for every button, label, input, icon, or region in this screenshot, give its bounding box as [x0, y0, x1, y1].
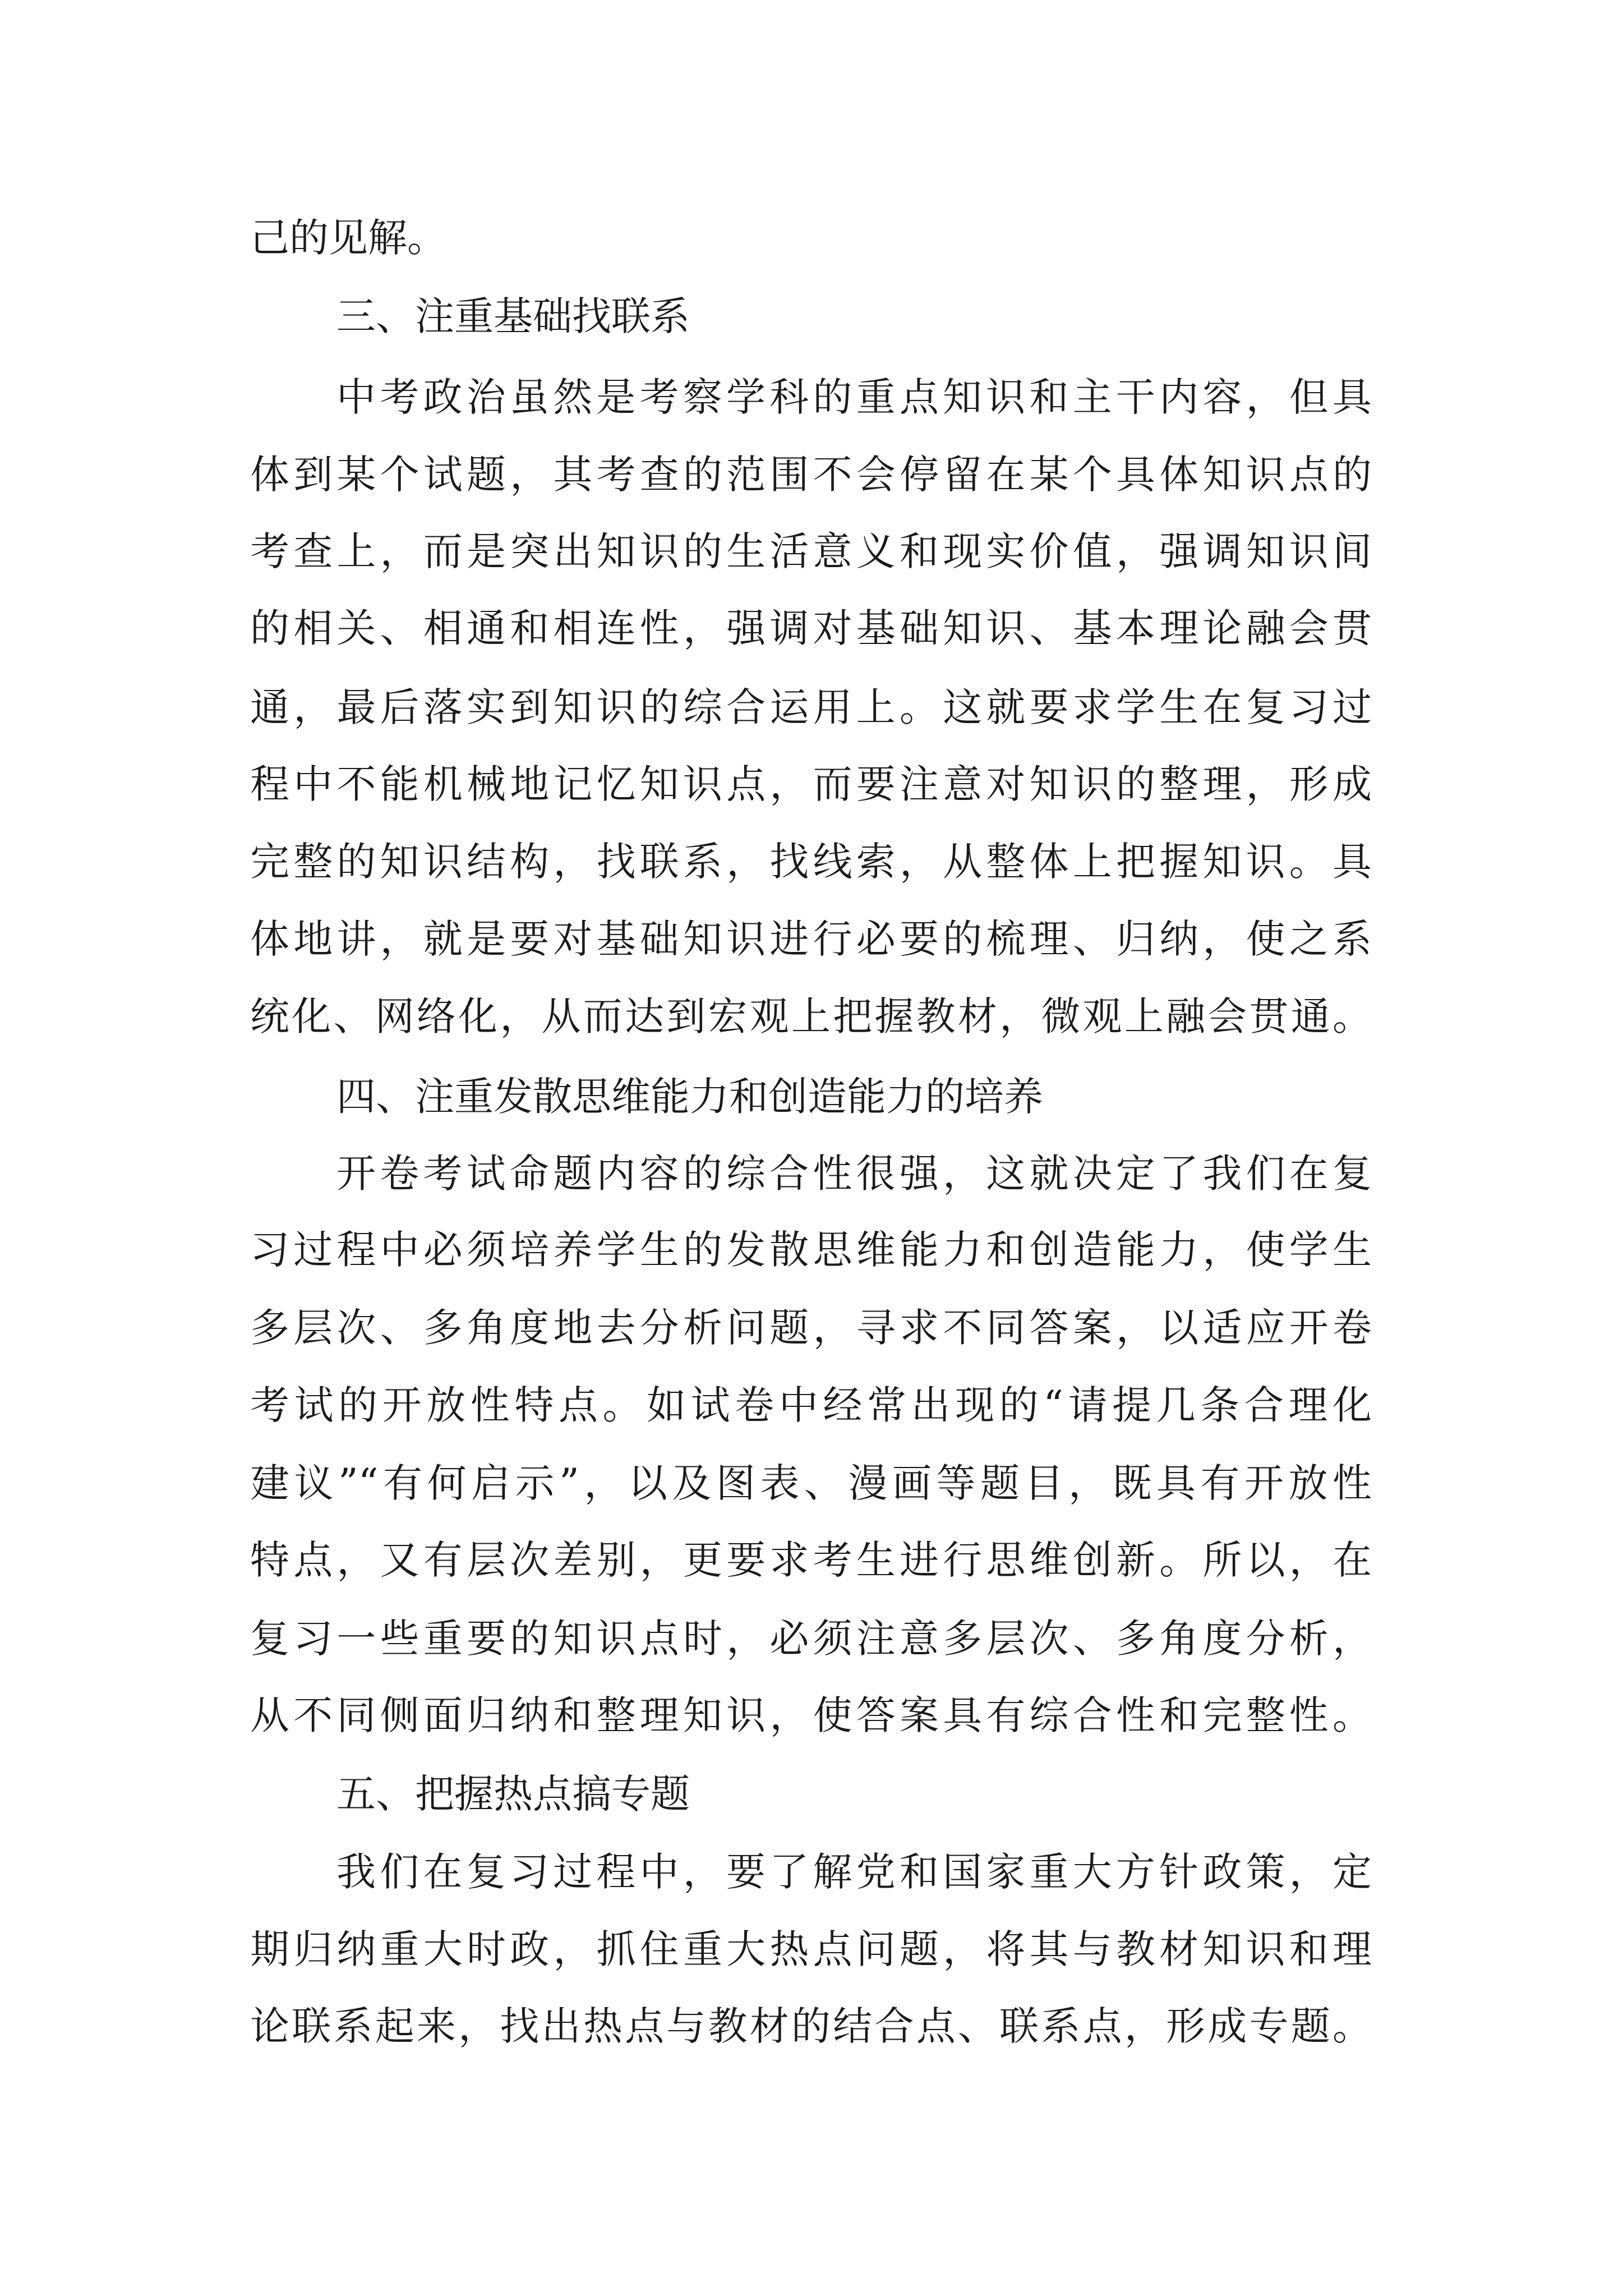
paragraph-line: 完整的知识结构，找联系，找线索，从整体上把握知识。具	[250, 839, 1372, 885]
paragraph-line: 体地讲，就是要对基础知识进行必要的梳理、归纳，使之系	[250, 916, 1372, 962]
paragraph-line: 考查上，而是突出知识的生活意义和现实价值，强调知识间	[250, 528, 1372, 574]
paragraph-line: 特点，又有层次差别，更要求考生进行思维创新。所以，在	[250, 1537, 1372, 1583]
paragraph-line: 程中不能机械地记忆知识点，而要注意对知识的整理，形成	[250, 761, 1372, 807]
paragraph-line: 开卷考试命题内容的综合性很强，这就决定了我们在复	[336, 1151, 1372, 1197]
paragraph-end-line: 己的见解。	[250, 215, 446, 261]
paragraph-line: 考试的开放性特点。如试卷中经常出现的“请提几条合理化	[250, 1382, 1372, 1428]
paragraph-line: 建议”“有何启示”，以及图表、漫画等题目，既具有开放性	[250, 1460, 1372, 1506]
paragraph-line: 体到某个试题，其考查的范围不会停留在某个具体知识点的	[250, 452, 1372, 498]
paragraph-line: 期归纳重大时政，抓住重大热点问题，将其与教材知识和理	[250, 1926, 1372, 1972]
paragraph-line: 我们在复习过程中，要了解党和国家重大方针政策，定	[336, 1849, 1372, 1895]
paragraph-line: 的相关、相通和相连性，强调对基础知识、基本理论融会贯	[250, 605, 1372, 651]
paragraph-line: 统化、网络化，从而达到宏观上把握教材，微观上融会贯通。	[250, 993, 1372, 1039]
paragraph-line: 通，最后落实到知识的综合运用上。这就要求学生在复习过	[250, 684, 1372, 730]
paragraph-line: 习过程中必须培养学生的发散思维能力和创造能力，使学生	[250, 1227, 1372, 1273]
section-heading-4: 四、注重发散思维能力和创造能力的培养	[336, 1074, 1043, 1120]
paragraph-line: 复习一些重要的知识点时，必须注意多层次、多角度分析，	[250, 1616, 1372, 1662]
section-heading-5: 五、把握热点搞专题	[336, 1771, 690, 1817]
paragraph-line: 中考政治虽然是考察学科的重点知识和主干内容，但具	[336, 374, 1372, 420]
paragraph-line: 从不同侧面归纳和整理知识，使答案具有综合性和完整性。	[250, 1692, 1372, 1738]
paragraph-line: 论联系起来，找出热点与教材的结合点、联系点，形成专题。	[250, 2003, 1372, 2049]
paragraph-line: 多层次、多角度地去分析问题，寻求不同答案，以适应开卷	[250, 1305, 1372, 1351]
section-heading-3: 三、注重基础找联系	[336, 293, 690, 339]
